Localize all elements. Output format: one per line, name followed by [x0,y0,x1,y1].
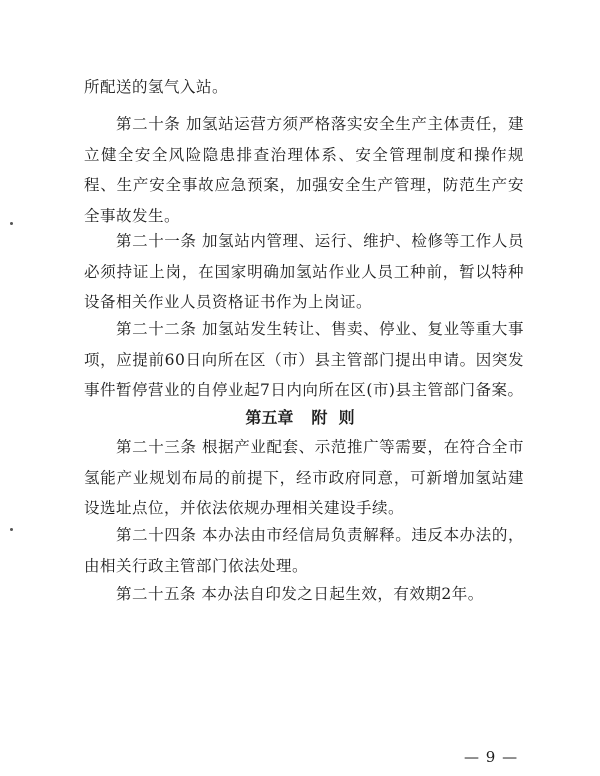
continuation-text: 所配送的氢气入站。 [84,78,229,96]
article-20: 第二十条 加氢站运营方须严格落实安全生产主体责任，建立健全安全风险隐患排查治理体系、安全管理制度和操作规程、生产安全事故应急预案，加强安全生产管理，防范生产安全事故发生。 [84,115,524,225]
article-24: 第二十四条 本办法由市经信局负责解释。违反本办法的，由相关行政主管部门依法处理。 [84,526,524,575]
article-21: 第二十一条 加氢站内管理、运行、维护、检修等工作人员必须持证上岗，在国家明确加氢站作业人员工种前，暂以特种设备相关作业人员资格证书作为上岗证。 [84,232,524,311]
chapter-heading [0,403,600,433]
margin-mark [10,528,13,531]
margin-mark [10,222,13,225]
chapter-number: 第五章 [245,408,294,427]
page-number: — 9 — [464,748,519,766]
chapter-title: 附 则 [311,408,355,427]
article-22: 第二十二条 加氢站发生转让、售卖、停业、复业等重大事项，应提前60日向所在区（市）县主管部门提出申请。因突发事件暂停营业的自停业起7日内向所在区(市)县主管部门备案。 [84,320,524,399]
article-25: 第二十五条 本办法自印发之日起生效，有效期2年。 [116,585,484,603]
article-23: 第二十三条 根据产业配套、示范推广等需要，在符合全市氢能产业规划布局的前提下，经市政府同意，可新增加氢站建设选址点位，并依法依规办理相关建设手续。 [84,438,524,517]
